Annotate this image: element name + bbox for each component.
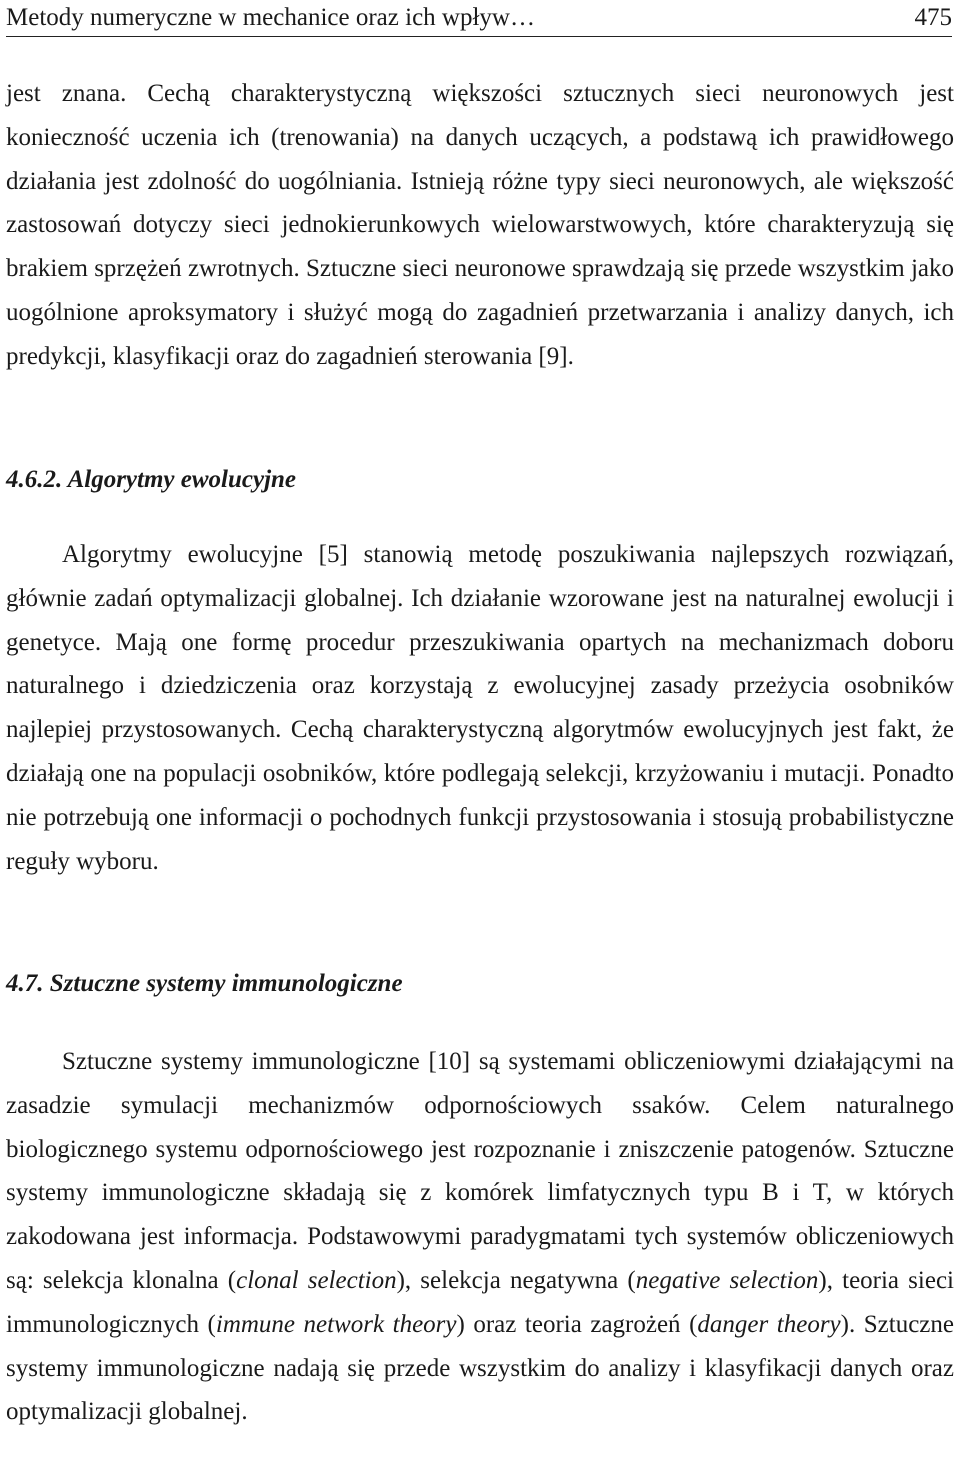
section-heading-evolutionary-algorithms: 4.6.2. Algorytmy ewolucyjne — [6, 466, 297, 493]
running-header — [6, 0, 952, 37]
page-number: 475 — [914, 4, 952, 31]
header-title: Metody numeryczne w mechanice oraz ich wpływ… — [6, 4, 535, 31]
paragraph-neural-networks: jest znana. Cechą charakterystyczną większości sztucznych sieci neuronowych jest konieczność uczenia ich (trenowania) na danych uczących, a podstawą ich prawidłowego działania jest zdolność do uogólniania. Istnieją różne typy sieci neuronowych, ale większość zastosowań dotyczy sieci jednokierunkowych wielowarstwowych, które charakteryzują się brakiem sprzężeń zwrotnych. Sztuczne sieci neuronowe sprawdzają się przede wszystkim jako uogólnione aproksymatory i służyć mogą do zagadnień przetwarzania i analizy danych, ich predykcji, klasyfikacji oraz do zagadnień sterowania [9]. — [6, 80, 954, 370]
term-negative-selection: negative selection — [635, 1266, 819, 1294]
term-immune-network-theory: immune network theory — [215, 1310, 457, 1338]
text-segment: ), teoria sieci immunologicznych ( — [6, 1266, 954, 1338]
text-segment: ), selekcja negatywna ( — [396, 1266, 636, 1294]
text-segment: ). Sztuczne systemy immunologiczne nadają się przede wszystkim do analizy i klasyfikacji danych oraz optymalizacji globalnej. — [6, 1310, 954, 1426]
paragraph-evolutionary-algorithms: Algorytmy ewolucyjne [5] stanowią metodę poszukiwania najlepszych rozwiązań, głównie zadań optymalizacji globalnej. Ich działanie wzorowane jest na naturalnej ewolucji i genetyce. Mają one formę procedur przeszukiwania opartych na mechanizmach doboru naturalnego i dziedziczenia oraz korzystają z ewolucyjnej zasady przeżycia osobników najlepiej przystosowanych. Cechą charakterystyczną algorytmów ewolucyjnych jest fakt, że działają one na populacji osobników, które podlegają selekcji, krzyżowaniu i mutacji. Ponadto nie potrzebują one informacji o pochodnych funkcji przystosowania i stosują probabilistyczne reguły wyboru. — [6, 541, 954, 875]
text-segment: ) oraz teoria zagrożeń ( — [456, 1310, 698, 1338]
term-clonal-selection: clonal selection — [236, 1266, 397, 1294]
term-danger-theory: danger theory — [697, 1310, 841, 1338]
section-heading-immune-systems: 4.7. Sztuczne systemy immunologiczne — [6, 970, 403, 997]
text-segment: Sztuczne systemy immunologiczne [10] są systemami obliczeniowymi działającymi na zasadzie symulacji mechanizmów odpornościowych ssaków. Celem naturalnego biologicznego systemu odpornościowego jest rozpoznanie i zniszczenie patogenów. Sztuczne systemy immunologiczne składają się z komórek limfatycznych typu B i T, w których zakodowana jest informacja. Podstawowymi paradygmatami tych systemów obliczeniowych są: selekcja klonalna ( — [6, 1048, 954, 1294]
paragraph-immune-systems — [6, 1040, 954, 1434]
